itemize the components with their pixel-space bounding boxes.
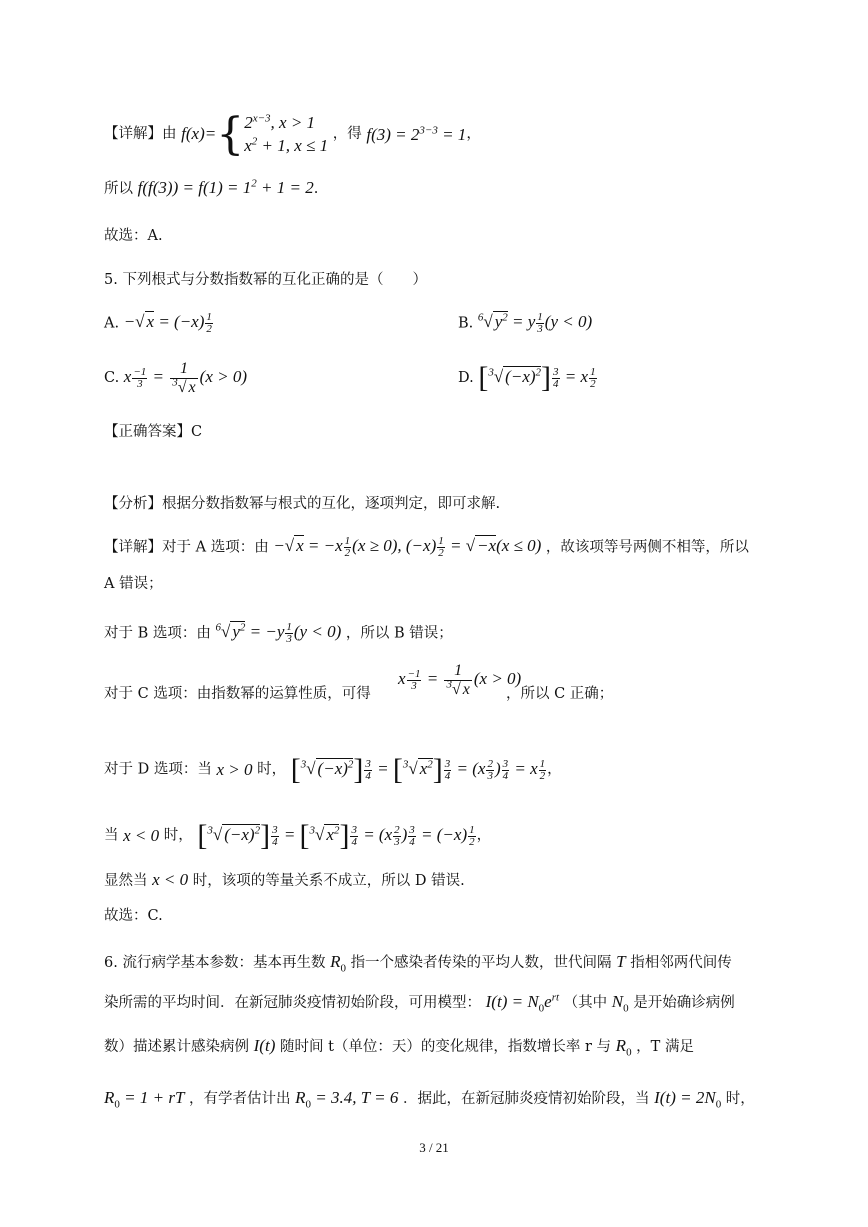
choose-a: 故选：A. bbox=[104, 228, 163, 244]
option-a-label: A. bbox=[104, 315, 120, 332]
question-5: 5. 下列根式与分数指数幂的互化正确的是（ ） bbox=[104, 272, 427, 288]
detail-c-formula: x $\frac{-1}{3}$ = $\frac{1}{^3√ x}$ (x > 0) bbox=[398, 662, 522, 698]
option-b-formula: $^6$√ $y^2 = y$ $\frac{1}{3}$ (y < 0) bbox=[477, 311, 593, 335]
relation-formula: $R_0 = 1$ + rT bbox=[104, 1088, 185, 1111]
correct-answer: 【正确答案】C bbox=[104, 424, 203, 440]
detail-d3-prefix: 显然当 bbox=[104, 873, 148, 889]
question-6-line-2 bbox=[104, 992, 735, 1016]
q6-3c: ，T 满足 bbox=[636, 1039, 694, 1055]
detail-a bbox=[104, 536, 749, 559]
detail-b bbox=[104, 622, 453, 645]
option-d-formula: [$^3$√ $(-x)^2$] $\frac{3}{4}$ = x $\frac{1}{2}$ bbox=[478, 361, 596, 394]
q6-2: 染所需的平均时间．在新冠肺炎疫情初始阶段，可用模型： bbox=[104, 995, 481, 1011]
detail-mid: ，得 bbox=[332, 126, 362, 143]
option-b-label: B. bbox=[458, 315, 474, 332]
option-d-label: D. bbox=[458, 369, 474, 386]
piecewise-formula: $f(x)=\{2^{x-3}$, x > 1 $x^2 + 1$, x ≤ 1 bbox=[181, 108, 329, 160]
detail-d-mid: 时， bbox=[257, 761, 287, 778]
detail-d-cond: x > 0 bbox=[216, 759, 253, 779]
q6-2b: （其中 bbox=[563, 995, 608, 1011]
detail-line-2-prefix: 所以 bbox=[104, 181, 133, 197]
detail-d-formula: [$^3$√ $(-x)^2$] $\frac{3}{4}$ = [$^3$√ $x^2$] $\frac{3}{4}$ = (x $\frac{2}{3}$ ) $\frac{3}{4}$ = x $\frac{1}{2}$ bbox=[290, 753, 546, 786]
n0-symbol: $N_0$ bbox=[611, 992, 629, 1015]
question-6-line-4 bbox=[104, 1088, 755, 1112]
detail-d: 对于 D 选项：当 x > 0 时， [$^3$√ $(-x)^2$] $\frac{3}{4}$ = [$^3$√ $x^2$] $\frac{3}{4}$ = (x $\frac{2}{3}$ ) $\frac{3}{4}$ = x $\frac{1}{2}$ ， bbox=[104, 753, 562, 786]
ff3-formula: $f(f(3)) = f(1) = 1^2 + 1 = 2$ bbox=[137, 177, 314, 197]
detail-d3-suffix: 时，该项的等量关系不成立，所以 D 错误. bbox=[192, 873, 465, 889]
option-c-label: C. bbox=[104, 370, 120, 386]
detail-c-suffix-wrap bbox=[506, 686, 613, 703]
detail-d3-cond: x < 0 bbox=[152, 870, 189, 889]
detail-c-formula-wrap bbox=[398, 662, 521, 698]
double-formula: $I(t) = 2N_0$ bbox=[654, 1088, 722, 1111]
q6-1c: 指相邻两代间传 bbox=[630, 955, 732, 971]
detail-d2-cond: x < 0 bbox=[123, 825, 160, 845]
r0-symbol-2: $R_0$ bbox=[615, 1036, 632, 1059]
option-b bbox=[458, 312, 592, 335]
detail-d2-mid: 时， bbox=[163, 827, 193, 844]
q6-1: 6. 流行病学基本参数：基本再生数 bbox=[104, 955, 326, 971]
q6-4b: ，有学者估计出 bbox=[189, 1091, 291, 1107]
detail-b-suffix: ，所以 B 错误； bbox=[345, 625, 453, 642]
detail-b-prefix: 对于 B 选项：由 bbox=[104, 625, 211, 642]
q6-3: 数）描述累计感染病例 bbox=[104, 1039, 249, 1055]
detail-b-formula: $^6$√ $y^2 = -y$ $\frac{1}{3}$ (y < 0) bbox=[215, 621, 342, 645]
detail-d-2: 当 x < 0 时， [$^3$√ $(-x)^2$] $\frac{3}{4}$ = [$^3$√ $x^2$] $\frac{3}{4}$ = (x $\frac{2}{3}$ ) $\frac{3}{4}$ = (−x) $\frac{1}{2}$ ， bbox=[104, 819, 492, 852]
detail-prefix: 【详解】由 bbox=[104, 126, 177, 143]
q6-4c: ．据此，在新冠肺炎疫情初始阶段，当 bbox=[403, 1091, 650, 1107]
detail-c-suffix: ，所以 C 正确； bbox=[506, 686, 614, 702]
it-symbol: I(t) bbox=[253, 1036, 276, 1055]
option-a-formula: −√ x = (−x) $\frac{1}{2}$ bbox=[123, 311, 212, 335]
detail-a-formula: −√ x = −x $\frac{1}{2}$ (x ≥ 0), (−x) $\frac{1}{2}$ = √ −x(x ≤ 0) bbox=[273, 535, 542, 559]
estimate-formula: $R_0 = 3.4$, T = 6 bbox=[295, 1088, 399, 1111]
question-6-line-3 bbox=[104, 1036, 694, 1060]
detail-c bbox=[104, 686, 371, 703]
model-formula: $I(t) = N_0e^{rt}$ bbox=[485, 991, 560, 1015]
page-number: 3 / 21 bbox=[419, 1140, 449, 1155]
option-c-formula: x $\frac{-1}{3}$ = $\frac{1}{^3√ x}$ (x > 0) bbox=[123, 360, 248, 396]
f3-formula: $f(3) = 2^{3-3} = 1$ bbox=[366, 124, 467, 144]
detail-d-3 bbox=[104, 870, 465, 890]
detail-d-prefix: 对于 D 选项：当 bbox=[104, 761, 212, 778]
detail-d2-prefix: 当 bbox=[104, 827, 119, 844]
analysis: 【分析】根据分数指数幂与根式的互化，逐项判定，即可求解. bbox=[104, 496, 501, 512]
question-6-line-1 bbox=[104, 952, 732, 976]
detail-c-prefix: 对于 C 选项：由指数幂的运算性质，可得 bbox=[104, 686, 371, 702]
option-a bbox=[104, 312, 214, 335]
choose-c: 故选：C. bbox=[104, 908, 163, 924]
t-symbol: T bbox=[616, 952, 626, 971]
detail-line-1: 【详解】由 $f(x)=\{2^{x-3}$, x > 1 $x^2 + 1$, x ≤ 1 ，得 $f(3) = 2^{3-3} = 1$， bbox=[104, 108, 481, 160]
q6-4d: 时， bbox=[725, 1091, 755, 1107]
detail-a-prefix: 【详解】对于 A 选项：由 bbox=[104, 539, 269, 556]
q6-1b: 指一个感染者传染的平均人数，世代间隔 bbox=[350, 955, 612, 971]
detail-a-2: A 错误； bbox=[104, 576, 163, 592]
option-d bbox=[458, 360, 598, 396]
q6-3b: 随时间 t（单位：天）的变化规律，指数增长率 r 与 bbox=[279, 1039, 612, 1055]
r0-symbol: $R_0$ bbox=[330, 952, 346, 975]
option-c bbox=[104, 360, 247, 396]
q6-2c: 是开始确诊病例 bbox=[633, 995, 735, 1011]
detail-a-suffix: ，故该项等号两侧不相等，所以 bbox=[545, 539, 749, 556]
detail-line-2: 所以 $f(f(3)) = f(1) = 1^2 + 1 = 2$. bbox=[104, 177, 319, 197]
detail-d2-formula: [$^3$√ $(-x)^2$] $\frac{3}{4}$ = [$^3$√ $x^2$] $\frac{3}{4}$ = (x $\frac{2}{3}$ ) $\frac{3}{4}$ = (−x) $\frac{1}{2}$ bbox=[197, 819, 475, 852]
